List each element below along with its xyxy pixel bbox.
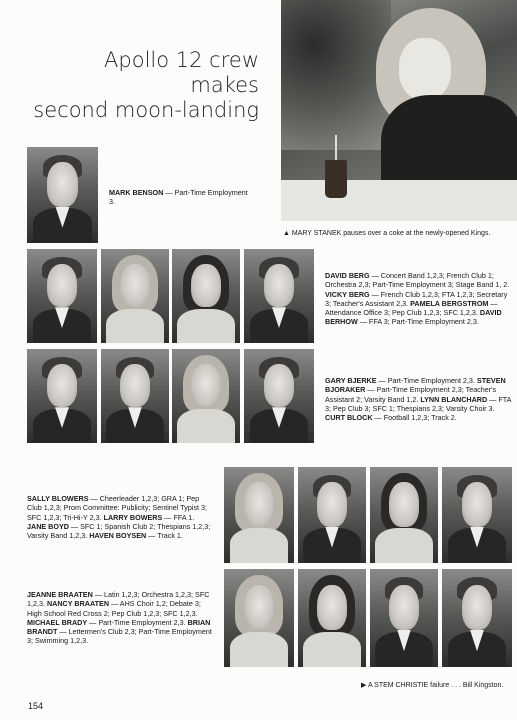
- student-name: LYNN BLANCHARD: [420, 394, 488, 404]
- portrait-gary-bjerke: [27, 349, 97, 443]
- student-name: JANE BOYD: [27, 521, 69, 531]
- student-activities: — Part-Time Employment 3.: [109, 188, 248, 207]
- student-activities: — Concert Band 1,2,3; French Club 1; Orchestra 2,3; Part-Time Employment 3; Stage Band 1, 2.: [325, 271, 510, 290]
- caption-stem-christie: ▶ A STEM CHRISTIE failure . . . Bill Kingston.: [361, 682, 504, 689]
- student-activities: — Part-Time Employment 2,3; Teacher's Assistant 2; Varsity Band 1,2.: [325, 385, 497, 404]
- entry-group-blowers: [27, 494, 213, 540]
- portrait-lynn-blanchard: [172, 349, 240, 443]
- student-name: NANCY BRAATEN: [46, 599, 110, 609]
- caption-mary-stanek: ▲ MARY STANEK pauses over a coke at the newly-opened Kings.: [283, 230, 491, 237]
- entry-group-bjerke: [325, 376, 511, 422]
- student-name: PAMELA BERGSTROM: [410, 298, 489, 308]
- headline-line-3: second moon-landing: [33, 98, 259, 122]
- headline: [19, 48, 259, 123]
- headline-line-1: Apollo 12 crew: [104, 48, 259, 72]
- student-activities: — Attendance Office 3; Pep Club 1,2,3; SFC 1,2,3.: [325, 298, 498, 318]
- student-name: VICKY BERG: [325, 289, 370, 299]
- portrait-pamela-bergstrom: [172, 249, 240, 343]
- candid-photo-mary-stanek: [281, 0, 517, 221]
- student-activities: — Part-Time Employment 2,3.: [376, 376, 477, 385]
- student-activities: — Cheerleader 1,2,3; GRA 1; Pep Club 1,2,3; Prom Committee: Publicity; Sentinel Typist 3; SFC 1,2,3; Tri-Hi-Y 2,3.: [27, 494, 208, 522]
- student-name: STEVEN BJORAKER: [325, 376, 506, 395]
- student-activities: — Part-Time Employment 2,3.: [87, 617, 188, 627]
- portrait-vicky-berg: [101, 249, 169, 343]
- portrait-jeanne-braaten: [224, 569, 294, 667]
- page-number: 154: [28, 701, 44, 711]
- student-name: MICHAEL BRADY: [27, 617, 88, 627]
- student-activities: — FTA 3; Pep Club 3; SFC 1; Thespians 2,3; Varsity Choir 3.: [325, 394, 512, 413]
- portrait-haven-boysen: [442, 467, 512, 563]
- portrait-larry-bowers: [298, 467, 366, 563]
- student-activities: — French Club 1,2,3; FTA 1,2,3; Secretary 3; Teacher's Assistant 2,3.: [325, 289, 508, 308]
- student-name: BRIAN BRANDT: [27, 617, 211, 637]
- student-activities: — Track 1.: [146, 531, 183, 541]
- student-name: CURT BLOCK: [325, 413, 373, 423]
- student-name: LARRY BOWERS: [103, 512, 163, 522]
- student-activities: — Lettermen's Club 2,3; Part-Time Employment 3; Swimming 1,2,3.: [27, 627, 212, 646]
- student-activities: — Latin 1,2,3; Orchestra 1,2,3; SFC 1,2,3.: [27, 590, 210, 609]
- student-activities: — Football 1,2,3; Track 2.: [372, 413, 457, 423]
- student-name: DAVID BERHOW: [325, 308, 502, 327]
- student-activities: — FFA 3; Part-Time Employment 2,3.: [357, 317, 479, 327]
- portrait-sally-blowers: [224, 467, 294, 563]
- portrait-curt-block: [244, 349, 314, 443]
- portrait-mark-benson: [27, 147, 98, 243]
- portrait-david-berg: [27, 249, 97, 343]
- student-name: GARY BJERKE: [325, 376, 377, 385]
- portrait-brian-brandt: [442, 569, 512, 667]
- headline-line-2: makes: [190, 73, 259, 97]
- student-name: HAVEN BOYSEN: [89, 531, 147, 541]
- portrait-nancy-braaten: [298, 569, 366, 667]
- entry-group-benson: [109, 188, 254, 207]
- student-activities: — AHS Choir 1,2; Debate 3; High School Red Cross 2; Pep Club 1,2,3; SFC 1,2,3.: [27, 599, 201, 618]
- entry-group-braaten: [27, 590, 213, 646]
- portrait-david-berhow: [244, 249, 314, 343]
- student-activities: — FFA 1.: [162, 512, 195, 522]
- portrait-jane-boyd: [370, 467, 438, 563]
- student-name: DAVID BERG: [325, 271, 370, 280]
- student-name: JEANNE BRAATEN: [27, 590, 93, 599]
- portrait-steven-bjoraker: [101, 349, 169, 443]
- entry-group-berg: [325, 271, 511, 327]
- student-activities: — SFC 1; Spanish Club 2; Thespians 1,2,3; Varsity Band 1,2,3.: [27, 521, 211, 541]
- student-name: SALLY BLOWERS: [27, 494, 89, 503]
- student-name: MARK BENSON: [109, 188, 164, 197]
- portrait-michael-brady: [370, 569, 438, 667]
